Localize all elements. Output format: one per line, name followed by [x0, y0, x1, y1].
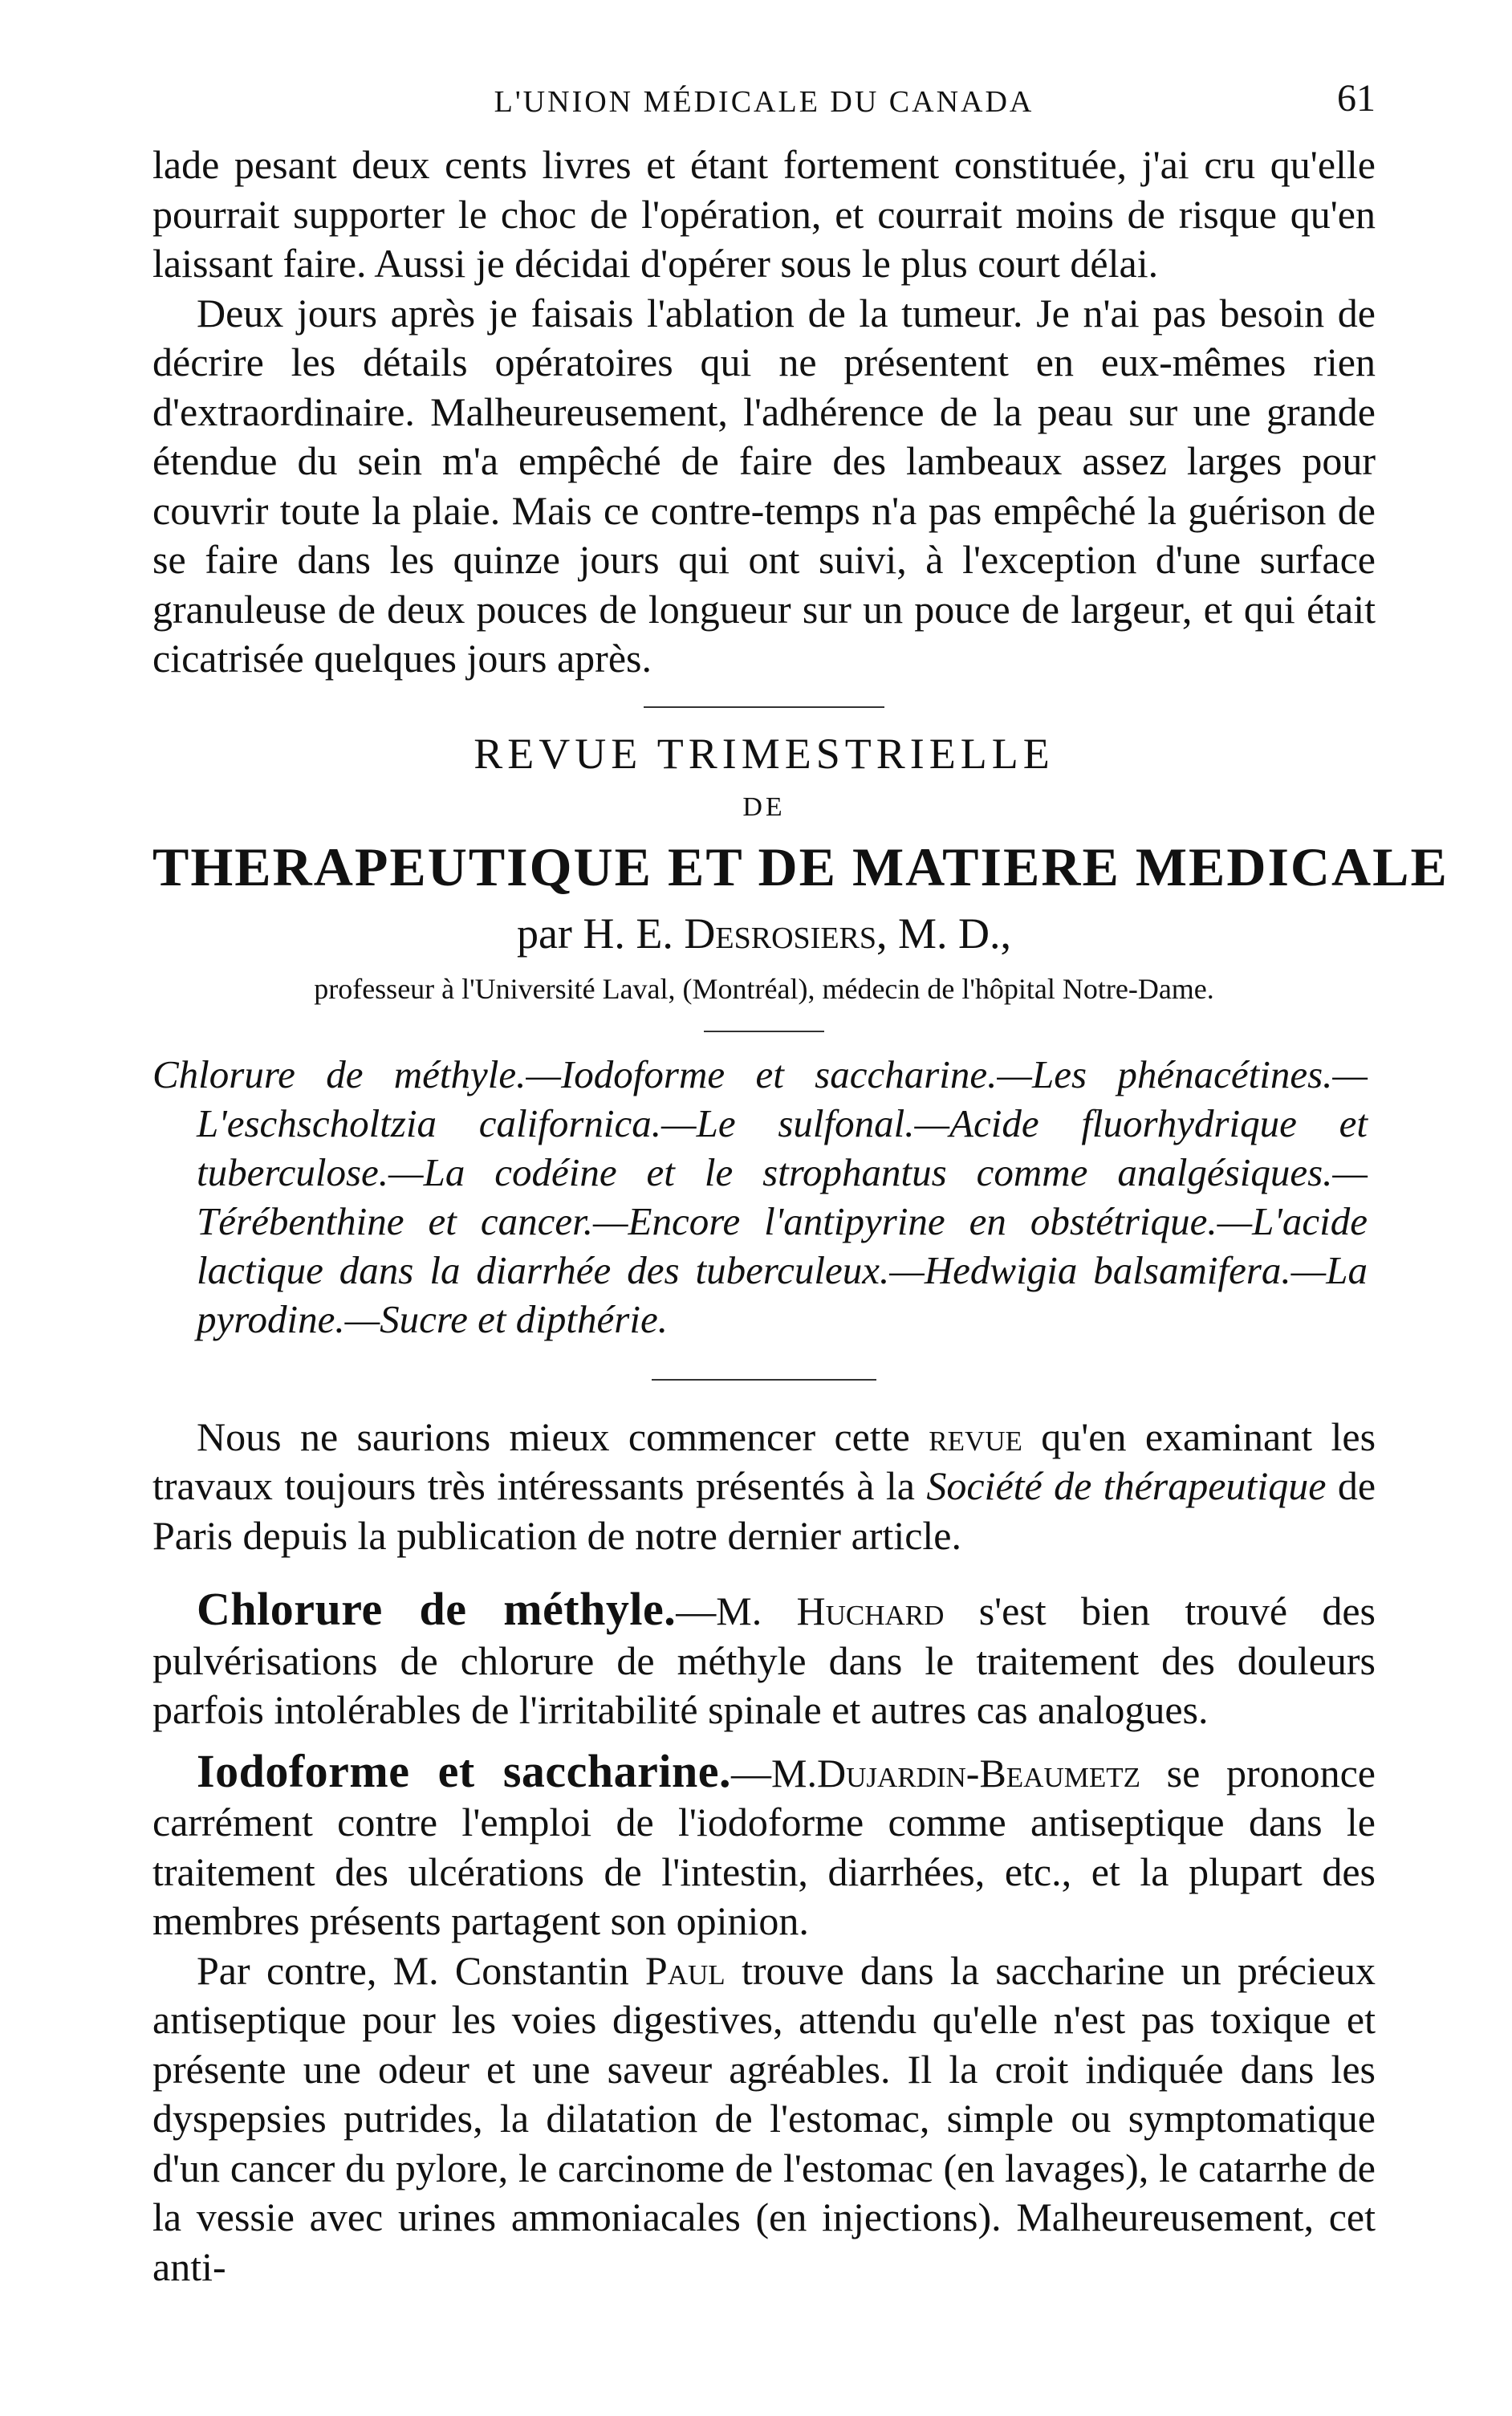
opening-text-1: Nous ne saurions mieux commencer cette — [197, 1413, 910, 1459]
closing-text-1: Par contre, M. Constantin — [197, 1947, 629, 1993]
section-title: REVUE TRIMESTRIELLE — [474, 729, 1055, 778]
closing-text-2: trouve dans la saccharine un précieux antiseptique pour les voies digestives, attendu qu'elle n'est pas toxique et présente une odeur et une saveur agréables. Il la croit indiquée dans les dyspepsies putrides, la dilatation de l'estomac, simple ou symptomatique d'un cancer du pylore, le carcinome de l'estomac (en lavages), le catarrhe de la vessie avec urines ammoniacales (en injections). Malheureusement, cet anti- — [152, 1947, 1376, 2289]
intro-paragraph-2: Deux jours après je faisais l'ablation de la tumeur. Je n'ai pas besoin de décrire les détails opératoires qui ne présentent en eux-mêmes rien d'extraordinaire. Malheureusement, l'adhérence de la peau sur une grande étendue du sein m'a empêché de faire des lambeaux assez larges pour couvrir toute la plaie. Mais ce contre-temps n'a pas empêché la guérison de se faire dans les quinze jours qui ont suivi, à l'exception d'une surface granuleuse de deux pouces de longueur sur un pouce de largeur, et qui était cicatrisée quelques jours après. — [152, 290, 1376, 681]
section-subject: THERAPEUTIQUE ET DE MATIERE MEDICALE — [152, 836, 1449, 897]
entry-text: se prononce carrément contre l'emploi de l'iodoforme comme antiseptique dans le traitement des ulcérations de l'intestin, diarrhées, etc., et la plupart des membres présents partagent son opinion. — [152, 1750, 1376, 1943]
page-number: 61 — [1337, 77, 1376, 120]
entry-text: s'est bien trouvé des pulvérisations de chlorure de méthyle dans le traitement des douleurs parfois intolérables de l'irritabilité spinale et autres cas analogues. — [152, 1588, 1376, 1732]
revue-word: revue — [929, 1413, 1022, 1459]
byline-prefix: par — [516, 909, 572, 958]
opening-text-2: qu'en examinant les travaux toujours très intéressants présentés à la — [152, 1413, 1376, 1508]
opening-text-3: de Paris depuis la publication de notre dernier article. — [152, 1463, 1376, 1558]
author-name: H. E. Desrosiers, M. D., — [583, 909, 1012, 958]
running-head — [152, 60, 1376, 140]
society-name: Société de thérapeutique — [926, 1463, 1327, 1508]
intro-paragraph-1: lade pesant deux cents livres et étant fortement constituée, j'ai cru qu'elle pourrait supporter le choc de l'opération, et courrait moins de risque qu'en laissant faire. Aussi je décidai d'opérer sous le plus court délai. — [152, 142, 1376, 286]
entry-chlorure — [152, 1584, 1376, 1735]
entry-person: Dujardin-Beaumetz — [816, 1750, 1140, 1796]
byline-divider — [704, 1031, 824, 1032]
contents-divider — [652, 1379, 876, 1381]
entry-heading: Iodoforme et saccharine. — [197, 1744, 731, 1797]
closing-paragraph — [152, 1946, 1376, 2292]
byline — [152, 902, 1376, 965]
section-connector: DE — [742, 791, 786, 822]
running-title: L'UNION MÉDICALE DU CANADA — [494, 85, 1034, 119]
entry-iodoforme — [152, 1744, 1376, 1946]
author-affiliation: professeur à l'Université Laval, (Montréal), médecin de l'hôpital Notre-Dame. — [314, 972, 1214, 1005]
entry-dash: —M. — [676, 1588, 762, 1633]
opening-paragraph — [152, 1413, 1376, 1561]
entry-person: Huchard — [796, 1588, 945, 1633]
closing-person: Paul — [644, 1947, 726, 1993]
section-divider — [644, 706, 884, 708]
entry-dash: —M. — [731, 1750, 817, 1796]
entry-heading: Chlorure de méthyle. — [197, 1583, 677, 1635]
contents-summary: Chlorure de méthyle.—Iodoforme et saccharine.—Les phénacétines.—L'eschscholtzia californica.—Le sulfonal.—Acide fluorhydrique et tuberculose.—La codéine et le strophantus comme analgésiques.—Térébenthine et cancer.—Encore l'antipyrine en obstétrique.—L'acide lactique dans la diarrhée des tuberculeux.—Hedwigia balsamifera.—La pyrodine.—Sucre et dipthérie. — [152, 1051, 1368, 1341]
